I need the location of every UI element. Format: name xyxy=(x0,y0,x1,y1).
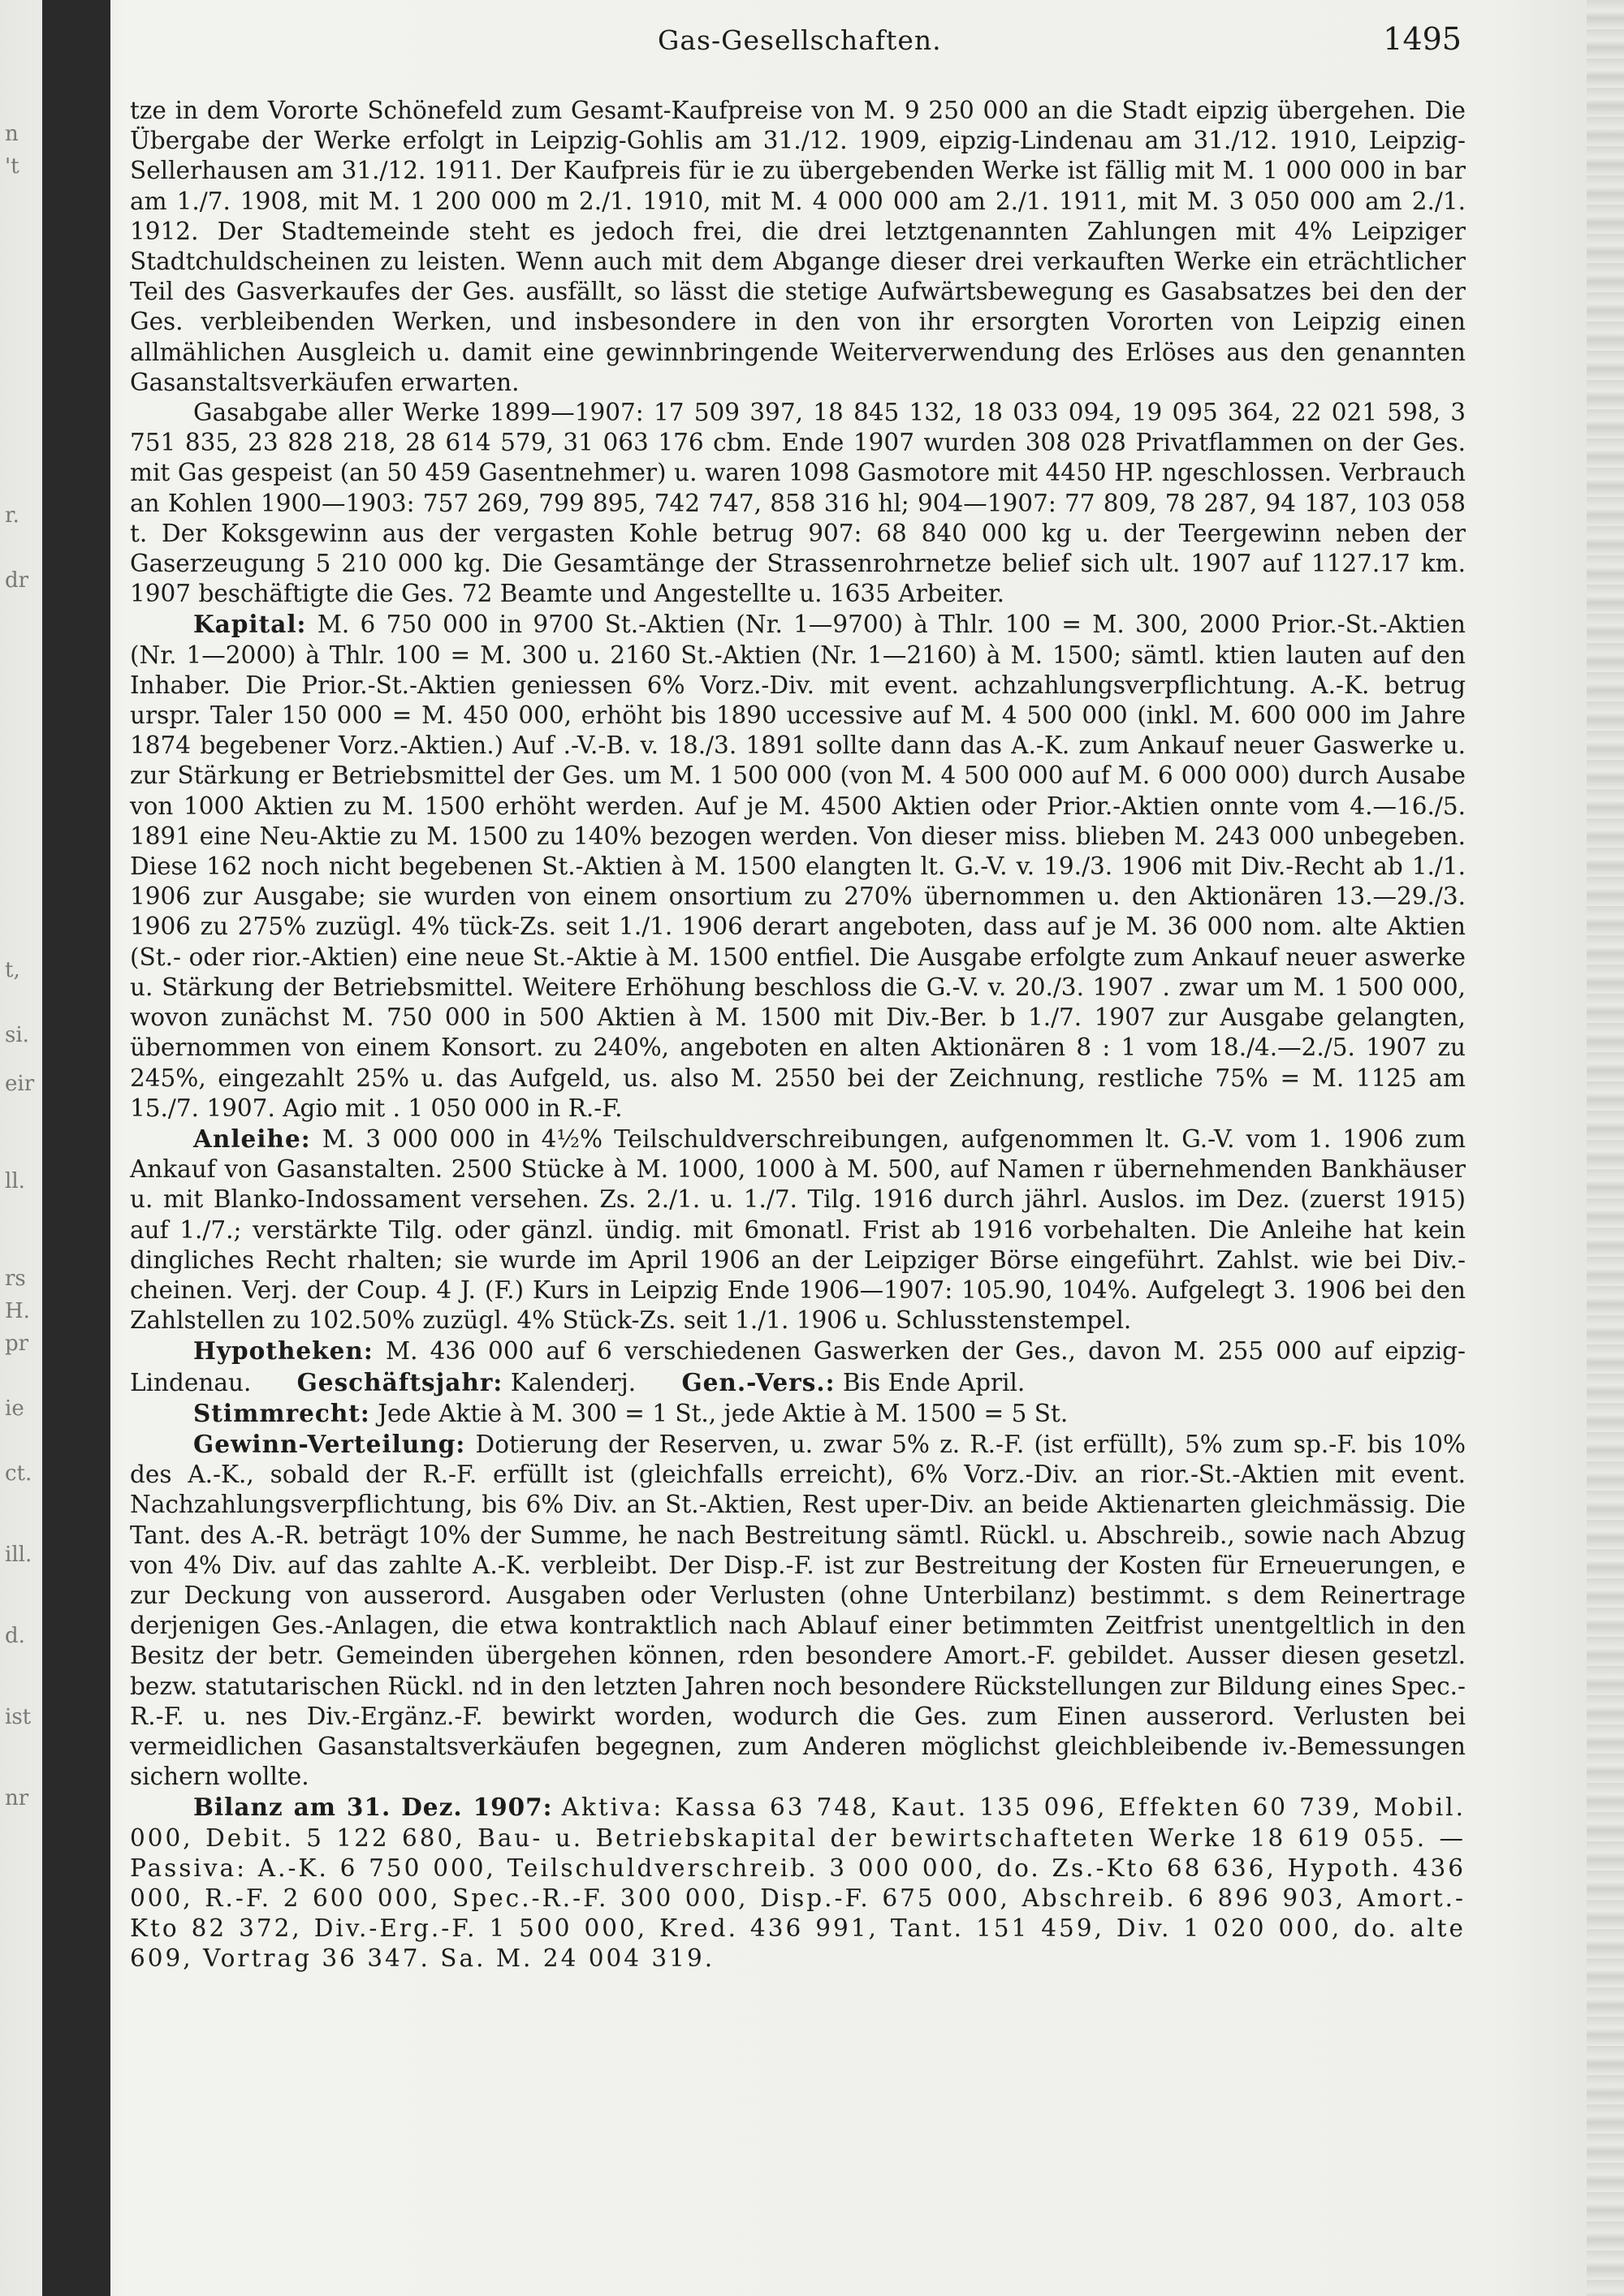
section-label: Kapital: xyxy=(193,610,307,639)
margin-fragment: n xyxy=(5,122,19,146)
page-number: 1495 xyxy=(1383,21,1462,57)
paragraph-anleihe xyxy=(130,1124,1466,1336)
margin-fragment: pr xyxy=(5,1331,29,1356)
margin-fragment: dr xyxy=(5,568,29,593)
paragraph-text: Aktiva: Kassa 63 748, Kaut. 135 096, Effekten 60 739, Mobil. 000, Debit. 5 122 680, Bau- u. Betriebskapital der bewirtschafteten Werke 18 619 055. — Passiva: A.-K. 6 750 000, Teilschuldverschreib. 3 000 000, do. Zs.-Kto 68 636, Hypoth. 436 000, R.-F. 2 600 000, Spec.-R.-F. 300 000, Disp.-F. 675 000, Abschreib. 6 896 903, Amort.-Kto 82 372, Div.-Erg.-F. 1 500 000, Kred. 436 991, Tant. 151 459, Div. 1 020 000, do. alte 609, Vortrag 36 347. Sa. M. 24 004 319. xyxy=(130,1793,1466,1973)
margin-fragment: nr xyxy=(5,1786,29,1810)
margin-fragment: t, xyxy=(5,958,20,982)
paragraph-text: Gasabgabe aller Werke 1899—1907: 17 509 397, 18 845 132, 18 033 094, 19 095 364, 22 021 598, 3 751 835, 23 828 218, 28 614 579, 31 063 176 cbm. Ende 1907 wurden 308 028 Privatflammen on der Ges. mit Gas gespeist (an 50 459 Gasentnehmer) u. waren 1098 Gasmotore mit 4450 HP. ngeschlossen. Verbrauch an Kohlen 1900—1903: 757 269, 799 895, 742 747, 858 316 hl; 904—1907: 77 809, 78 287, 94 187, 103 058 t. Der Koksgewinn aus der vergasten Kohle betrug 907: 68 840 000 kg u. der Teergewinn neben der Gaserzeugung 5 210 000 kg. Die Gesamtänge der Strassenrohrnetze belief sich ult. 1907 auf 1127.17 km. 1907 beschäftigte die Ges. 72 Beamte und Angestellte u. 1635 Arbeiter. xyxy=(130,399,1466,608)
running-title: Gas-Gesellschaften. xyxy=(658,24,942,56)
margin-fragment: d. xyxy=(5,1624,25,1648)
section-label: Bilanz am 31. Dez. 1907: xyxy=(193,1793,553,1822)
page-header xyxy=(122,21,1462,65)
margin-fragment: 't xyxy=(5,154,19,179)
margin-fragment: H. xyxy=(5,1299,30,1323)
paragraph-text: M. 436 000 auf 6 verschiedenen Gaswerken der Ges., davon M. 255 000 auf eipzig-Lindenau. xyxy=(130,1337,1466,1396)
paragraph-hypotheken xyxy=(130,1336,1466,1397)
paragraph-text: Kalenderj. xyxy=(510,1368,637,1396)
paragraph-intro xyxy=(130,96,1466,398)
paragraph-text: tze in dem Vororte Schönefeld zum Gesamt-Kaufpreise von M. 9 250 000 an die Stadt eipzig übergehen. Die Übergabe der Werke erfolgt in Leipzig-Gohlis am 31./12. 1909, eipzig-Lindenau am 31./12. 1910, Leipzig-Sellerhausen am 31./12. 1911. Der Kaufpreis für ie zu übergebenden Werke ist fällig mit M. 1 000 000 in bar am 1./7. 1908, mit M. 1 200 000 m 2./1. 1910, mit M. 4 000 000 am 2./1. 1911, mit M. 3 050 000 am 2./1. 1912. Der Stadtemeinde steht es jedoch frei, die drei letztgenannten Zahlungen mit 4% Leipziger Stadtchuldscheinen zu leisten. Wenn auch mit dem Abgange dieser drei verkauften Werke ein eträchtlicher Teil des Gasverkaufes der Ges. ausfällt, so lässt die stetige Aufwärtsbewegung es Gasabsatzes bei den der Ges. verbleibenden Werken, und insbesondere in den von ihr ersorgten Vororten von Leipzig einen allmählichen Ausgleich u. damit eine gewinnbringende Weiterverwendung des Erlöses aus den genannten Gasanstaltsverkäufen erwarten. xyxy=(130,97,1466,396)
paragraph-kapital xyxy=(130,609,1466,1123)
margin-fragment: ist xyxy=(5,1705,32,1729)
section-label: Geschäftsjahr: xyxy=(296,1367,503,1396)
paragraph-text: Jede Aktie à M. 300 = 1 St., jede Aktie à M. 1500 = 5 St. xyxy=(378,1399,1069,1427)
section-label: Anleihe: xyxy=(193,1124,311,1153)
margin-fragment: rs xyxy=(5,1267,26,1291)
scan-binding-shadow xyxy=(42,0,110,2296)
paragraph-text: Dotierung der Reserven, u. zwar 5% z. R.-F. (ist erfüllt), 5% zum sp.-F. bis 10% des A.-K., sobald der R.-F. erfüllt ist (gleichfalls erreicht), 6% Vorz.-Div. an rior.-St.-Aktien mit event. Nachzahlungsverpflichtung, bis 6% Div. an St.-Aktien, Rest uper-Div. an beide Aktienarten gleichmässig. Die Tant. des A.-R. beträgt 10% der Summe, he nach Bestreitung sämtl. Rückl. u. Abschreib., sowie nach Abzug von 4% Div. auf das zahlte A.-K. verbleibt. Der Disp.-F. ist zur Bestreitung der Kosten für Erneuerungen, e zur Deckung von ausserord. Ausgaben oder Verlusten (ohne Unterbilanz) bestimmt. s dem Reinertrage derjenigen Ges.-Anlagen, die etwa kontraktlich nach Ablauf einer betimmten Zeitfrist unentgeltlich in den Besitz der betr. Gemeinden übergehen können, rden besondere Amort.-F. gebildet. Ausser diesen gesetzl. bezw. statutarischen Rückl. nd in den letzten Jahren noch besondere Rückstellungen zur Bildung eines Spec.-R.-F. u. nes Div.-Ergänz.-F. bewirkt worden, wodurch die Ges. zum Einen ausserord. Verlusten bei vermeidlichen Gasanstaltsverkäufen begegnen, zum Anderen möglichst gleichbleibende iv.-Bemessungen sichern wollte. xyxy=(130,1430,1466,1791)
scan-right-edge xyxy=(1587,0,1624,2296)
adjacent-page-fragments xyxy=(0,0,41,2296)
section-label: Gen.-Vers.: xyxy=(681,1367,836,1396)
margin-fragment: ll. xyxy=(5,1169,25,1193)
margin-fragment: ill. xyxy=(5,1543,32,1567)
paragraph-bilanz xyxy=(130,1792,1466,1974)
section-label: Stimmrecht: xyxy=(193,1398,370,1427)
paragraph-gasabgabe xyxy=(130,398,1466,609)
paragraph-text: Bis Ende April. xyxy=(842,1368,1026,1396)
margin-fragment: si. xyxy=(5,1023,29,1047)
paragraph-text: M. 3 000 000 in 4½% Teilschuldverschreibungen, aufgenommen lt. G.-V. vom 1. 1906 zum Ankauf von Gasanstalten. 2500 Stücke à M. 1000, 1000 à M. 500, auf Namen r übernehmenden Bankhäuser u. mit Blanko-Indossament versehen. Zs. 2./1. u. 1./7. Tilg. 1916 durch jährl. Auslos. im Dez. (zuerst 1915) auf 1./7.; verstärkte Tilg. oder gänzl. ündig. mit 6monatl. Frist ab 1916 vorbehalten. Die Anleihe hat kein dingliches Recht rhalten; sie wurde im April 1906 an der Leipziger Börse eingeführt. Zahlst. wie bei Div.-cheinen. Verj. der Coup. 4 J. (F.) Kurs in Leipzig Ende 1906—1907: 105.90, 104%. Aufgelegt 3. 1906 bei den Zahlstellen zu 102.50% zuzügl. 4% Stück-Zs. seit 1./1. 1906 u. Schlusstenstempel. xyxy=(130,1124,1466,1335)
paragraph-text: M. 6 750 000 in 9700 St.-Aktien (Nr. 1—9700) à Thlr. 100 = M. 300, 2000 Prior.-St.-Aktien (Nr. 1—2000) à Thlr. 100 = M. 300 u. 2160 St.-Aktien (Nr. 1—2160) à M. 1500; sämtl. ktien lauten auf den Inhaber. Die Prior.-St.-Aktien geniessen 6% Vorz.-Div. mit event. achzahlungsverpflichtung. A.-K. betrug urspr. Taler 150 000 = M. 450 000, erhöht bis 1890 uccessive auf M. 4 500 000 (inkl. M. 600 000 im Jahre 1874 begebener Vorz.-Aktien.) Auf .-V.-B. v. 18./3. 1891 sollte dann das A.-K. zum Ankauf neuer Gaswerke u. zur Stärkung er Betriebsmittel der Ges. um M. 1 500 000 (von M. 4 500 000 auf M. 6 000 000) durch Ausabe von 1000 Aktien zu M. 1500 erhöht werden. Auf je M. 4500 Aktien oder Prior.-Aktien onnte vom 4.—16./5. 1891 eine Neu-Aktie zu M. 1500 zu 140% bezogen werden. Von dieser miss. blieben M. 243 000 unbegeben. Diese 162 noch nicht begebenen St.-Aktien à M. 1500 elangten lt. G.-V. v. 19./3. 1906 mit Div.-Recht ab 1./1. 1906 zur Ausgabe; sie wurden von einem onsortium zu 270% übernommen u. den Aktionären 13.—29./3. 1906 zu 275% zuzügl. 4% tück-Zs. seit 1./1. 1906 derart angeboten, dass auf je M. 36 000 nom. alte Aktien (St.- oder rior.-Aktien) eine neue St.-Aktie à M. 1500 entfiel. Die Ausgabe erfolgte zum Ankauf neuer aswerke u. Stärkung der Betriebsmittel. Weitere Erhöhung beschloss die G.-V. v. 20./3. 1907 . zwar um M. 1 500 000, wovon zunächst M. 750 000 in 500 Aktien à M. 1500 mit Div.-Ber. b 1./7. 1907 zur Ausgabe gelangten, übernommen von einem Konsort. zu 240%, angeboten en alten Aktionären 8 : 1 vom 18./4.—2./5. 1907 zu 245%, eingezahlt 25% u. das Aufgeld, us. also M. 2550 bei der Zeichnung, restliche 75% = M. 1125 am 15./7. 1907. Agio mit . 1 050 000 in R.-F. xyxy=(130,611,1466,1122)
margin-fragment: r. xyxy=(5,503,19,528)
article-body xyxy=(130,96,1466,1974)
section-label: Hypotheken: xyxy=(193,1336,374,1366)
paragraph-gewinn-verteilung xyxy=(130,1429,1466,1792)
margin-fragment: eir xyxy=(5,1072,35,1096)
margin-fragment: ct. xyxy=(5,1461,32,1486)
section-label: Gewinn-Verteilung: xyxy=(193,1429,466,1458)
margin-fragment: ie xyxy=(5,1396,24,1421)
paragraph-stimmrecht xyxy=(130,1398,1466,1429)
